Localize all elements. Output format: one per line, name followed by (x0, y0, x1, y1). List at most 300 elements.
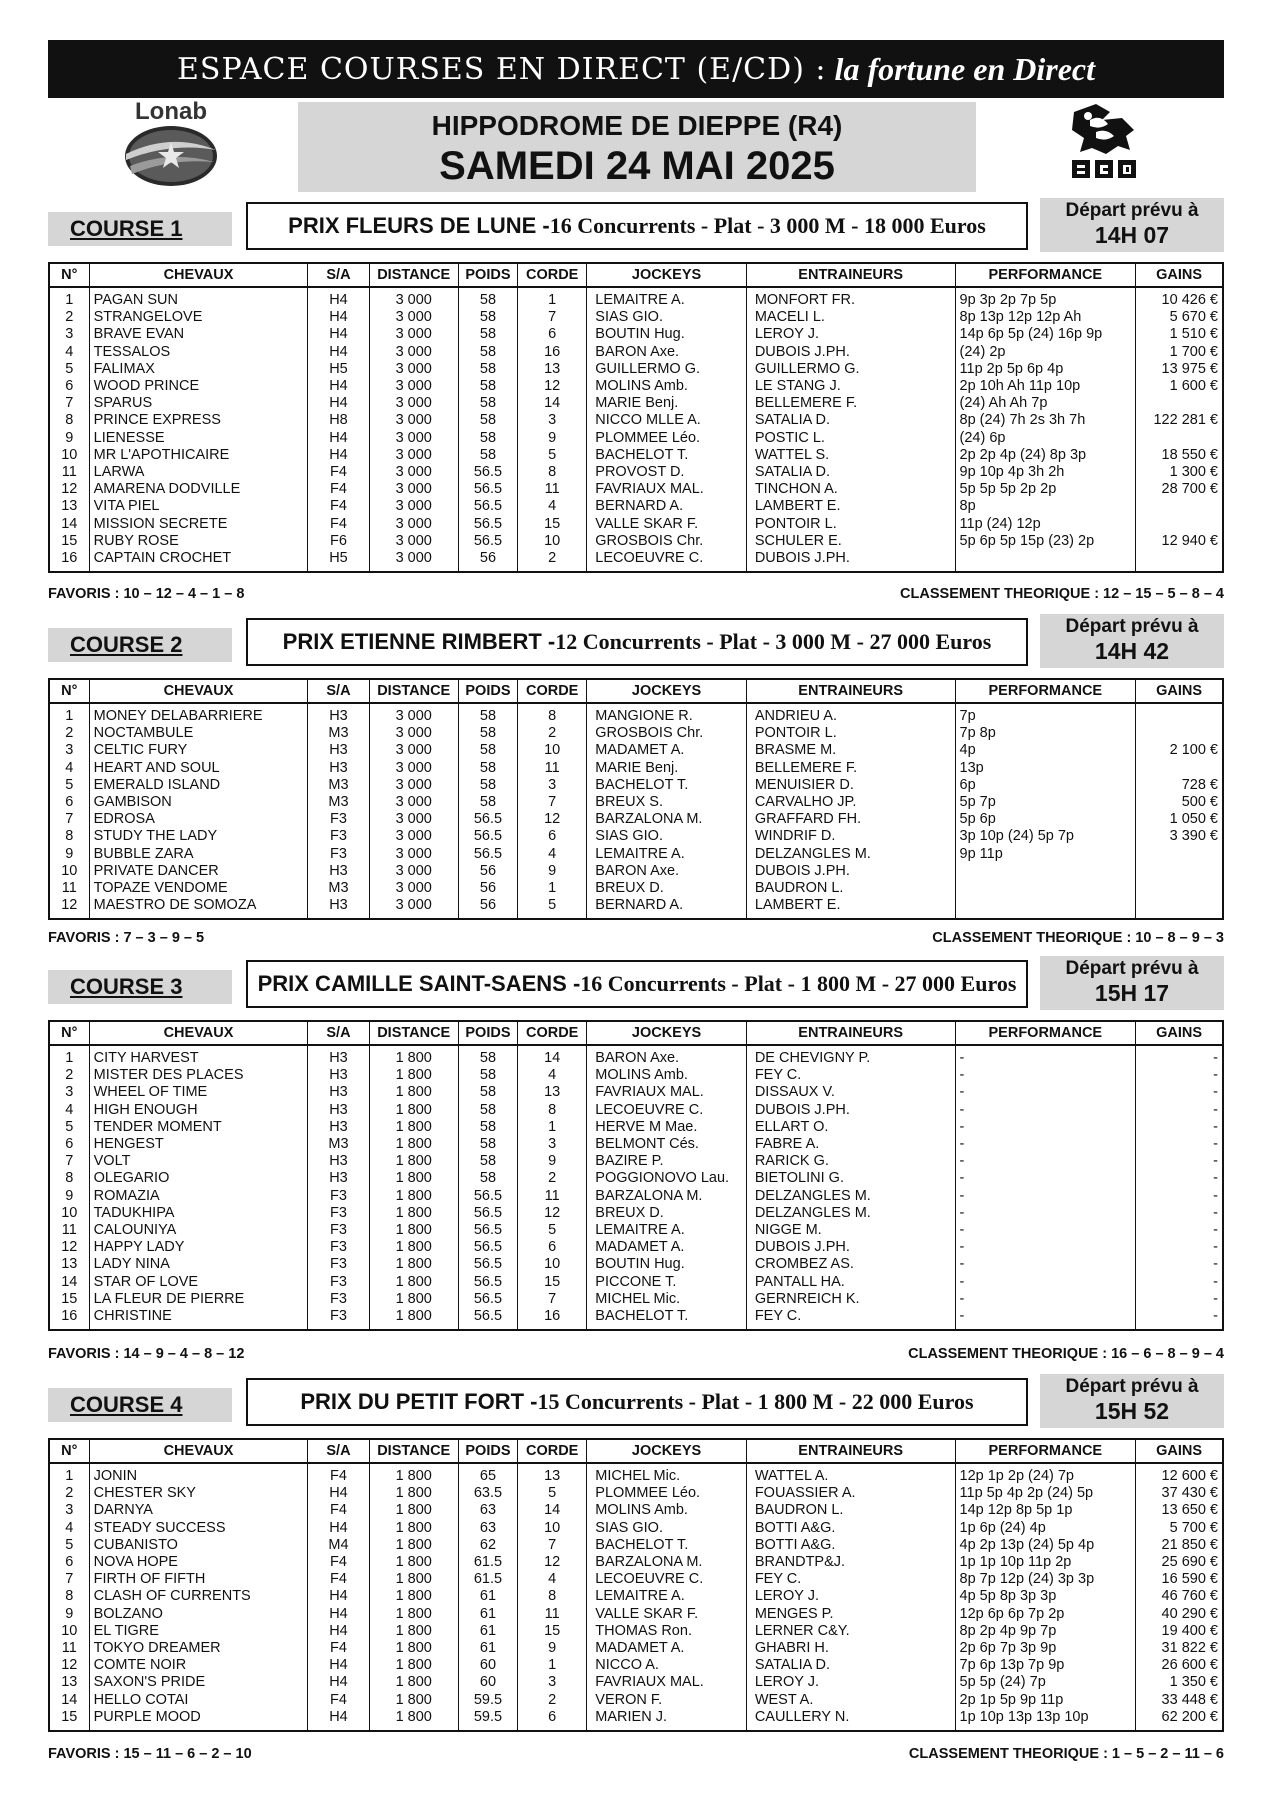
table-cell: SCHULER E. (746, 533, 955, 550)
table-cell: SATALIA D. (746, 1657, 955, 1674)
table-row (49, 1502, 1223, 1519)
table-cell: 1 800 (369, 1084, 458, 1101)
table-cell: 13p (955, 760, 1136, 777)
table-cell: BOLZANO (89, 1606, 308, 1623)
table-cell: 5 (49, 777, 89, 794)
table-cell: F3 (308, 1274, 369, 1291)
table-cell: AMARENA DODVILLE (89, 481, 308, 498)
table-row (49, 412, 1223, 429)
table-cell: LAMBERT E. (746, 498, 955, 515)
table-cell: GROSBOIS Chr. (587, 725, 747, 742)
table-cell: 1 800 (369, 1045, 458, 1067)
table-cell: LAMBERT E. (746, 897, 955, 919)
table-row (49, 498, 1223, 515)
table-cell: BRAVE EVAN (89, 326, 308, 343)
table-cell: 1 800 (369, 1709, 458, 1731)
table-cell: BRANDTP&J. (746, 1554, 955, 1571)
table-cell (1136, 430, 1223, 447)
table-cell: 58 (458, 725, 517, 742)
table-cell: 3 000 (369, 742, 458, 759)
table-cell: SIAS GIO. (587, 309, 747, 326)
table-cell: M3 (308, 725, 369, 742)
table-cell: H4 (308, 1520, 369, 1537)
table-cell: 58 (458, 1170, 517, 1187)
table-cell: 3 000 (369, 516, 458, 533)
table-cell: H4 (308, 447, 369, 464)
table-cell: 61.5 (458, 1554, 517, 1571)
race-details: 16 Concurrents - Plat - 3 000 M - 18 000 Euros (549, 213, 986, 238)
table-cell: 13 (518, 1463, 587, 1485)
table-cell: 14 (49, 1274, 89, 1291)
table-cell: (24) Ah Ah 7p (955, 395, 1136, 412)
table-cell: 4p (955, 742, 1136, 759)
table-cell: 10 (49, 1623, 89, 1640)
table-cell: MICHEL Mic. (587, 1291, 747, 1308)
table-cell: GHABRI H. (746, 1640, 955, 1657)
table-row (49, 742, 1223, 759)
table-cell: M3 (308, 1136, 369, 1153)
table-cell: 14 (518, 395, 587, 412)
table-cell (1136, 880, 1223, 897)
table-cell: 11 (518, 1188, 587, 1205)
column-header: N° (49, 1021, 89, 1045)
table-cell: 7 (49, 395, 89, 412)
table-cell: SIAS GIO. (587, 1520, 747, 1537)
table-cell: MOLINS Amb. (587, 1502, 747, 1519)
table-cell: H4 (308, 287, 369, 309)
table-cell: LECOEUVRE C. (587, 1102, 747, 1119)
departure-time-box (1040, 1374, 1224, 1428)
table-cell: NOVA HOPE (89, 1554, 308, 1571)
table-cell: BUBBLE ZARA (89, 846, 308, 863)
table-cell: 1 800 (369, 1692, 458, 1709)
table-cell: - (1136, 1067, 1223, 1084)
table-cell: SAXON'S PRIDE (89, 1674, 308, 1691)
table-cell: RARICK G. (746, 1153, 955, 1170)
table-cell: 58 (458, 344, 517, 361)
table-cell: H3 (308, 760, 369, 777)
table-cell: WEST A. (746, 1692, 955, 1709)
table-cell: HENGEST (89, 1136, 308, 1153)
table-cell: 58 (458, 447, 517, 464)
table-cell: F4 (308, 1571, 369, 1588)
table-cell: 12 (518, 1205, 587, 1222)
table-row (49, 1674, 1223, 1691)
table-cell: TESSALOS (89, 344, 308, 361)
table-cell: LADY NINA (89, 1256, 308, 1273)
table-cell: 59.5 (458, 1692, 517, 1709)
table-cell: 3 000 (369, 550, 458, 572)
table-cell: 58 (458, 287, 517, 309)
table-cell: LEMAITRE A. (587, 846, 747, 863)
table-cell: POGGIONOVO Lau. (587, 1170, 747, 1187)
table-cell: H5 (308, 550, 369, 572)
column-header: CHEVAUX (89, 679, 308, 703)
table-cell: MADAMET A. (587, 1640, 747, 1657)
table-cell: F4 (308, 1692, 369, 1709)
column-header: CHEVAUX (89, 1021, 308, 1045)
table-cell: 1 350 € (1136, 1674, 1223, 1691)
table-cell: HELLO COTAI (89, 1692, 308, 1709)
table-cell: MENUISIER D. (746, 777, 955, 794)
table-cell: 1 (518, 287, 587, 309)
table-header-row (49, 263, 1223, 287)
table-cell: BREUX D. (587, 1205, 747, 1222)
table-header-row (49, 1021, 1223, 1045)
departure-time-box (1040, 956, 1224, 1010)
table-cell: 11 (49, 1640, 89, 1657)
table-cell: 11 (518, 760, 587, 777)
table-cell: 2p 6p 7p 3p 9p (955, 1640, 1136, 1657)
venue-header (298, 102, 976, 192)
column-header: POIDS (458, 1021, 517, 1045)
column-header: POIDS (458, 263, 517, 287)
table-cell: M3 (308, 777, 369, 794)
table-cell: 12 (49, 1657, 89, 1674)
table-cell: BACHELOT T. (587, 1308, 747, 1330)
table-cell: 3 000 (369, 880, 458, 897)
table-cell: 1 800 (369, 1291, 458, 1308)
table-cell: H3 (308, 1102, 369, 1119)
table-cell: LE STANG J. (746, 378, 955, 395)
race-table (48, 678, 1224, 920)
table-cell: BERNARD A. (587, 897, 747, 919)
table-cell: 58 (458, 395, 517, 412)
table-cell: 5p 5p 5p 2p 2p (955, 481, 1136, 498)
table-cell: 56.5 (458, 464, 517, 481)
table-cell: MARIE Benj. (587, 395, 747, 412)
table-cell (955, 897, 1136, 919)
table-cell: 12 (49, 897, 89, 919)
table-cell: 58 (458, 361, 517, 378)
table-cell: 1p 1p 10p 11p 2p (955, 1554, 1136, 1571)
table-cell: 7 (49, 811, 89, 828)
table-cell: F4 (308, 516, 369, 533)
table-cell: 6 (49, 1136, 89, 1153)
table-row (49, 1256, 1223, 1273)
table-cell: 13 (49, 1256, 89, 1273)
table-row (49, 725, 1223, 742)
departure-time: 14H 42 (1094, 638, 1170, 664)
table-cell: - (955, 1045, 1136, 1067)
table-cell: 11 (49, 464, 89, 481)
table-cell: 5 (518, 447, 587, 464)
column-header: GAINS (1136, 679, 1223, 703)
table-cell: DUBOIS J.PH. (746, 863, 955, 880)
table-cell: 18 550 € (1136, 447, 1223, 464)
table-cell: TINCHON A. (746, 481, 955, 498)
table-cell: NICCO A. (587, 1657, 747, 1674)
table-cell: 9 (49, 1188, 89, 1205)
table-cell: 1 800 (369, 1502, 458, 1519)
table-cell: DARNYA (89, 1502, 308, 1519)
table-cell: 1 510 € (1136, 326, 1223, 343)
table-cell: F4 (308, 481, 369, 498)
table-cell: 11 (49, 1222, 89, 1239)
table-cell: - (955, 1067, 1136, 1084)
table-cell: MARIE Benj. (587, 760, 747, 777)
table-cell: 56.5 (458, 1188, 517, 1205)
table-row (49, 1520, 1223, 1537)
column-header: CORDE (518, 1439, 587, 1463)
table-cell: 4 (518, 1067, 587, 1084)
table-cell: 58 (458, 703, 517, 725)
table-cell: BACHELOT T. (587, 777, 747, 794)
column-header: DISTANCE (369, 1439, 458, 1463)
table-cell: 56.5 (458, 481, 517, 498)
course-title (246, 618, 1028, 666)
favoris: FAVORIS : 15 – 11 – 6 – 2 – 10 (48, 1746, 252, 1762)
table-cell: 3 000 (369, 309, 458, 326)
table-cell: WOOD PRINCE (89, 378, 308, 395)
table-cell: 8p 7p 12p (24) 3p 3p (955, 1571, 1136, 1588)
table-cell (955, 863, 1136, 880)
table-cell: 1 (518, 1119, 587, 1136)
course-footer (48, 1746, 1224, 1764)
table-cell: 25 690 € (1136, 1554, 1223, 1571)
prix-name: PRIX FLEURS DE LUNE - (288, 213, 550, 238)
table-row (49, 777, 1223, 794)
table-cell: F4 (308, 498, 369, 515)
table-cell: EL TIGRE (89, 1623, 308, 1640)
table-cell: 56 (458, 897, 517, 919)
table-cell: 500 € (1136, 794, 1223, 811)
table-cell: BREUX D. (587, 880, 747, 897)
table-cell: 58 (458, 742, 517, 759)
table-cell: 5 670 € (1136, 309, 1223, 326)
table-cell: 10 (518, 533, 587, 550)
table-row (49, 464, 1223, 481)
table-cell: 19 400 € (1136, 1623, 1223, 1640)
lonab-logo (118, 98, 224, 190)
table-cell: BACHELOT T. (587, 1537, 747, 1554)
table-row (49, 447, 1223, 464)
table-cell: 3 000 (369, 794, 458, 811)
table-cell: 60 (458, 1657, 517, 1674)
table-cell: LEMAITRE A. (587, 1222, 747, 1239)
table-cell: 3 000 (369, 344, 458, 361)
table-cell: 31 822 € (1136, 1640, 1223, 1657)
table-cell: 2 (49, 309, 89, 326)
table-cell: - (1136, 1153, 1223, 1170)
table-cell: 1 800 (369, 1170, 458, 1187)
table-cell: 1 800 (369, 1136, 458, 1153)
departure-time: 15H 17 (1094, 980, 1170, 1006)
table-cell: H4 (308, 430, 369, 447)
table-cell: F3 (308, 1256, 369, 1273)
table-cell: FAVRIAUX MAL. (587, 481, 747, 498)
table-cell: 8 (49, 1588, 89, 1605)
table-cell: 3 (49, 742, 89, 759)
table-cell (955, 880, 1136, 897)
table-cell: 3 390 € (1136, 828, 1223, 845)
table-cell: 16 (49, 1308, 89, 1330)
table-cell: 8 (49, 828, 89, 845)
column-header: JOCKEYS (587, 263, 747, 287)
table-cell: 16 590 € (1136, 1571, 1223, 1588)
table-cell: - (1136, 1045, 1223, 1067)
table-cell: H3 (308, 863, 369, 880)
table-cell: 1 800 (369, 1485, 458, 1502)
table-cell: 9p 11p (955, 846, 1136, 863)
table-cell: 12p 6p 6p 7p 2p (955, 1606, 1136, 1623)
table-row (49, 1274, 1223, 1291)
table-cell: - (955, 1222, 1136, 1239)
table-cell: GROSBOIS Chr. (587, 533, 747, 550)
table-cell: PONTOIR L. (746, 516, 955, 533)
table-cell: NOCTAMBULE (89, 725, 308, 742)
table-cell: 56.5 (458, 1256, 517, 1273)
table-cell: 37 430 € (1136, 1485, 1223, 1502)
table-cell: 3 000 (369, 828, 458, 845)
table-cell: HEART AND SOUL (89, 760, 308, 777)
table-cell (1136, 703, 1223, 725)
table-cell: 1 (518, 1657, 587, 1674)
table-cell: 3 000 (369, 447, 458, 464)
table-cell: 63.5 (458, 1485, 517, 1502)
column-header: CHEVAUX (89, 263, 308, 287)
table-cell: 7 (518, 309, 587, 326)
lonab-logo-text: Lonab (135, 98, 207, 125)
table-cell: BERNARD A. (587, 498, 747, 515)
table-cell: BARZALONA M. (587, 1554, 747, 1571)
table-cell: 1 800 (369, 1153, 458, 1170)
table-cell: 8 (49, 412, 89, 429)
table-cell: - (955, 1119, 1136, 1136)
table-row (49, 1485, 1223, 1502)
table-cell: 56.5 (458, 846, 517, 863)
table-cell: EDROSA (89, 811, 308, 828)
table-cell: 15 (518, 1274, 587, 1291)
table-cell: 6p (955, 777, 1136, 794)
table-cell: PICCONE T. (587, 1274, 747, 1291)
table-cell: MANGIONE R. (587, 703, 747, 725)
table-cell: M3 (308, 794, 369, 811)
table-cell: 3 (49, 1084, 89, 1101)
table-cell: F6 (308, 533, 369, 550)
table-row (49, 897, 1223, 919)
table-row (49, 309, 1223, 326)
table-cell: 11 (518, 481, 587, 498)
table-cell: MARIEN J. (587, 1709, 747, 1731)
table-cell: DUBOIS J.PH. (746, 344, 955, 361)
table-cell: STRANGELOVE (89, 309, 308, 326)
table-header-row (49, 1439, 1223, 1463)
table-cell: 10 (518, 1520, 587, 1537)
table-cell: 58 (458, 760, 517, 777)
table-cell: THOMAS Ron. (587, 1623, 747, 1640)
table-cell: - (955, 1256, 1136, 1273)
table-cell: 56.5 (458, 811, 517, 828)
table-cell: - (1136, 1274, 1223, 1291)
table-row (49, 1067, 1223, 1084)
table-cell: CLASH OF CURRENTS (89, 1588, 308, 1605)
table-cell: 7 (518, 1537, 587, 1554)
table-cell: 728 € (1136, 777, 1223, 794)
table-cell: DELZANGLES M. (746, 1205, 955, 1222)
table-cell: WINDRIF D. (746, 828, 955, 845)
table-row (49, 880, 1223, 897)
table-cell: 10 (518, 1256, 587, 1273)
table-cell: LEROY J. (746, 1674, 955, 1691)
column-header: ENTRAINEURS (746, 679, 955, 703)
table-row (49, 1606, 1223, 1623)
table-cell: 6 (518, 326, 587, 343)
table-cell: 4 (49, 344, 89, 361)
table-cell: 12 (518, 1554, 587, 1571)
table-cell: STUDY THE LADY (89, 828, 308, 845)
table-cell: BACHELOT T. (587, 447, 747, 464)
table-cell: BOUTIN Hug. (587, 326, 747, 343)
table-cell: - (1136, 1308, 1223, 1330)
table-cell: RUBY ROSE (89, 533, 308, 550)
table-cell: LARWA (89, 464, 308, 481)
table-cell: 33 448 € (1136, 1692, 1223, 1709)
table-cell (1136, 760, 1223, 777)
table-cell: F3 (308, 811, 369, 828)
table-cell: 58 (458, 1153, 517, 1170)
table-cell: 40 290 € (1136, 1606, 1223, 1623)
table-cell: MOLINS Amb. (587, 1067, 747, 1084)
table-cell: WATTEL S. (746, 447, 955, 464)
table-cell: - (955, 1205, 1136, 1222)
table-cell: 1p 6p (24) 4p (955, 1520, 1136, 1537)
table-cell: F4 (308, 464, 369, 481)
table-cell: H4 (308, 378, 369, 395)
table-cell: 1 (49, 1045, 89, 1067)
table-cell: 15 (49, 533, 89, 550)
table-row (49, 1588, 1223, 1605)
table-cell: 1 600 € (1136, 378, 1223, 395)
table-cell: CITY HARVEST (89, 1045, 308, 1067)
table-header-row (49, 679, 1223, 703)
table-row (49, 1102, 1223, 1119)
race-details: 16 Concurrents - Plat - 1 800 M - 27 000 Euros (580, 971, 1017, 996)
table-cell: PLOMMEE Léo. (587, 1485, 747, 1502)
race-table (48, 1020, 1224, 1331)
table-row (49, 863, 1223, 880)
table-cell: 1 300 € (1136, 464, 1223, 481)
table-cell: 56.5 (458, 1274, 517, 1291)
course-label: COURSE 3 (48, 970, 232, 1004)
table-cell: F3 (308, 1188, 369, 1205)
table-cell: 3 (518, 777, 587, 794)
departure-time: 14H 07 (1094, 222, 1170, 248)
table-cell: - (1136, 1119, 1223, 1136)
table-cell: 5p 5p (24) 7p (955, 1674, 1136, 1691)
column-header: ENTRAINEURS (746, 263, 955, 287)
departure-label: Départ prévu à (1065, 958, 1199, 979)
table-cell: 8p 2p 4p 9p 7p (955, 1623, 1136, 1640)
table-cell: 58 (458, 430, 517, 447)
table-cell: 11 (518, 1606, 587, 1623)
table-cell: 1 800 (369, 1606, 458, 1623)
table-cell: MOLINS Amb. (587, 378, 747, 395)
table-cell: 58 (458, 777, 517, 794)
table-cell: 10 (49, 863, 89, 880)
table-cell: FEY C. (746, 1308, 955, 1330)
table-cell: 60 (458, 1674, 517, 1691)
departure-time-box (1040, 614, 1224, 668)
table-cell: - (1136, 1291, 1223, 1308)
table-row (49, 1571, 1223, 1588)
table-cell: MONEY DELABARRIERE (89, 703, 308, 725)
table-cell: MADAMET A. (587, 742, 747, 759)
table-cell: 5 (49, 1119, 89, 1136)
table-cell: VALLE SKAR F. (587, 1606, 747, 1623)
table-row (49, 1188, 1223, 1205)
table-cell: 16 (518, 344, 587, 361)
